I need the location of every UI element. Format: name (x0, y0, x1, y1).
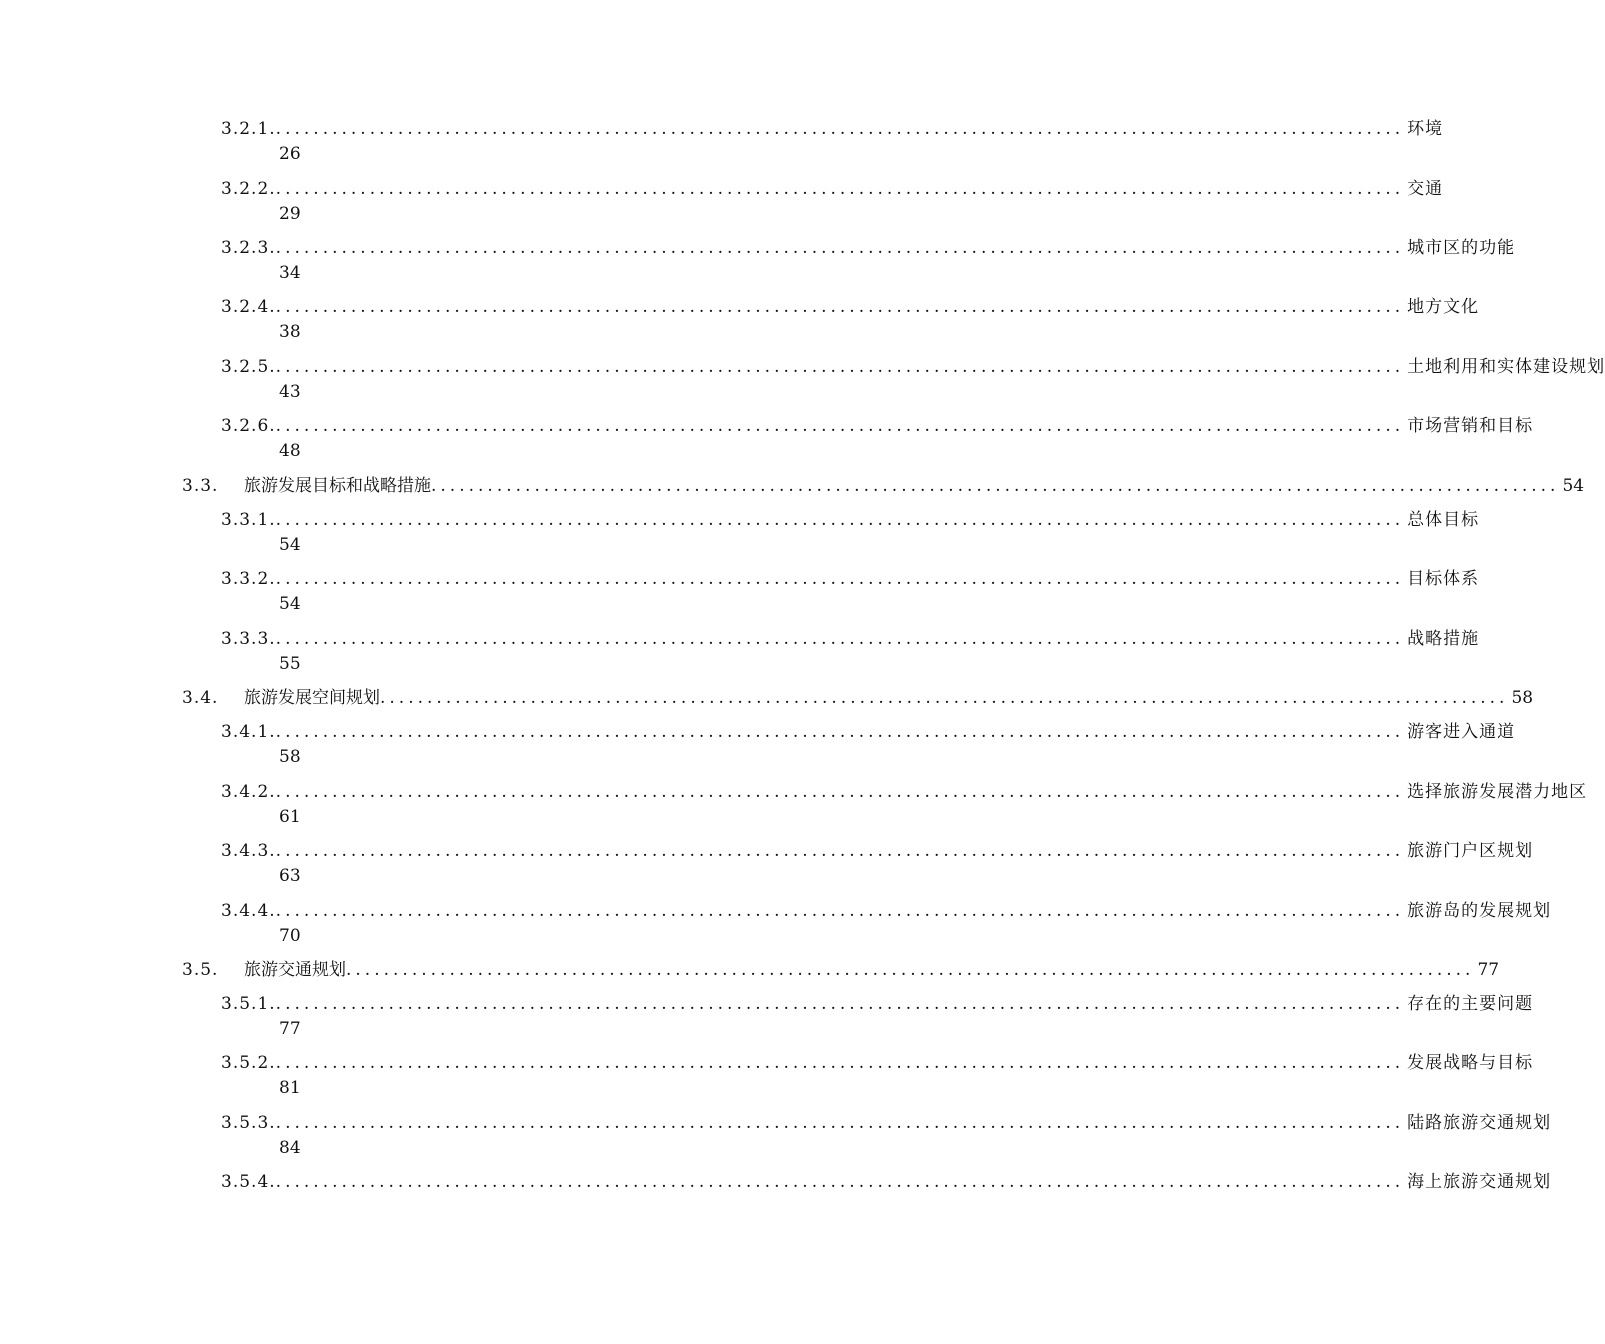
toc-title: 城市区的功能 (1407, 238, 1516, 258)
dot-leader: ........................................................................................................................ (275, 357, 1405, 377)
toc-title: 总体目标 (1407, 510, 1480, 530)
toc-page-number: 63 (279, 866, 301, 886)
toc-number: 3.2.5. (221, 357, 276, 377)
toc-page-number: 54 (279, 594, 301, 614)
toc-number: 3.4. (182, 688, 219, 708)
toc-number: 3.2.4. (221, 297, 276, 317)
toc-title: 目标体系 (1407, 569, 1480, 589)
dot-leader: ........................................................................................................................ (275, 416, 1405, 436)
toc-number: 3.5.4. (221, 1172, 276, 1192)
toc-title: 海上旅游交通规划 (1407, 1172, 1552, 1192)
toc-number: 3.3.3. (221, 629, 276, 649)
toc-title: 旅游发展空间规划 (244, 688, 380, 708)
toc-title: 陆路旅游交通规划 (1407, 1113, 1552, 1133)
dot-leader: ........................................................................................................................ (275, 1113, 1405, 1133)
toc-page-number: 58 (279, 747, 301, 767)
toc-title: 土地利用和实体建设规划 (1407, 357, 1605, 377)
toc-title: 旅游交通规划 (244, 960, 346, 980)
toc-title: 旅游岛的发展规划 (1407, 901, 1552, 921)
toc-number: 3.2.6. (221, 416, 276, 436)
toc-title: 存在的主要问题 (1407, 994, 1534, 1014)
toc-page-number: 43 (279, 382, 301, 402)
dot-leader: ........................................................................................................................ (275, 1053, 1405, 1073)
toc-number: 3.3.2. (221, 569, 276, 589)
toc-page-number: 61 (279, 807, 301, 827)
dot-leader: ........................................................................................................................ (275, 1172, 1405, 1192)
toc-number: 3.4.1. (221, 722, 276, 742)
dot-leader: ........................................................................................................................ (275, 297, 1405, 317)
toc-page-number: 29 (279, 204, 301, 224)
dot-leader: ........................................................................................................................ (275, 841, 1405, 861)
toc-page-number: 48 (279, 441, 301, 461)
toc-page-number: 26 (279, 144, 301, 164)
toc-title: 发展战略与目标 (1407, 1053, 1534, 1073)
toc-page-number: 58 (1511, 688, 1534, 708)
toc-page-number: 77 (279, 1019, 301, 1039)
toc-number: 3.2.3. (221, 238, 276, 258)
toc-number: 3.3. (182, 476, 219, 496)
dot-leader: ........................................................................................................................ (275, 569, 1405, 589)
toc-title: 选择旅游发展潜力地区 (1407, 782, 1588, 802)
toc-page-number: 38 (279, 322, 301, 342)
toc-title: 旅游发展目标和战略措施 (244, 476, 431, 496)
dot-leader: ........................................................................................................................ (275, 994, 1405, 1014)
dot-leader: ........................................................................................................................ (275, 179, 1405, 199)
dot-leader: ........................................................................................................................ (275, 119, 1405, 139)
toc-title: 游客进入通道 (1407, 722, 1516, 742)
toc-number: 3.2.2. (221, 179, 276, 199)
toc-page-number: 34 (279, 263, 301, 283)
toc-number: 3.5.3. (221, 1113, 276, 1133)
toc-number: 3.5. (182, 960, 219, 980)
toc-page-number: 54 (1562, 476, 1585, 496)
toc-title: 交通 (1407, 179, 1444, 199)
toc-page-number: 81 (279, 1078, 301, 1098)
dot-leader: ........................................................................................................................ (275, 722, 1405, 742)
toc-page-number: 84 (279, 1138, 301, 1158)
toc-number: 3.4.4. (221, 901, 276, 921)
toc-title: 环境 (1407, 119, 1444, 139)
toc-title: 地方文化 (1407, 297, 1480, 317)
toc-title: 市场营销和目标 (1407, 416, 1534, 436)
dot-leader: ........................................................................................................................ (380, 688, 1509, 708)
toc-number: 3.5.1. (221, 994, 276, 1014)
toc-page-number: 70 (279, 926, 301, 946)
toc-title: 旅游门户区规划 (1407, 841, 1534, 861)
toc-number: 3.5.2. (221, 1053, 276, 1073)
dot-leader: ........................................................................................................................ (275, 901, 1405, 921)
dot-leader: ........................................................................................................................ (431, 476, 1560, 496)
toc-number: 3.4.3. (221, 841, 276, 861)
dot-leader: ........................................................................................................................ (275, 510, 1405, 530)
toc-page-number: 55 (279, 654, 301, 674)
dot-leader: ........................................................................................................................ (275, 629, 1405, 649)
toc-page-number: 77 (1477, 960, 1500, 980)
dot-leader: ........................................................................................................................ (275, 238, 1405, 258)
toc-number: 3.4.2. (221, 782, 276, 802)
toc-page-number: 54 (279, 535, 301, 555)
dot-leader: ........................................................................................................................ (346, 960, 1475, 980)
toc-number: 3.3.1. (221, 510, 276, 530)
dot-leader: ........................................................................................................................ (275, 782, 1405, 802)
toc-title: 战略措施 (1407, 629, 1480, 649)
toc-number: 3.2.1. (221, 119, 276, 139)
